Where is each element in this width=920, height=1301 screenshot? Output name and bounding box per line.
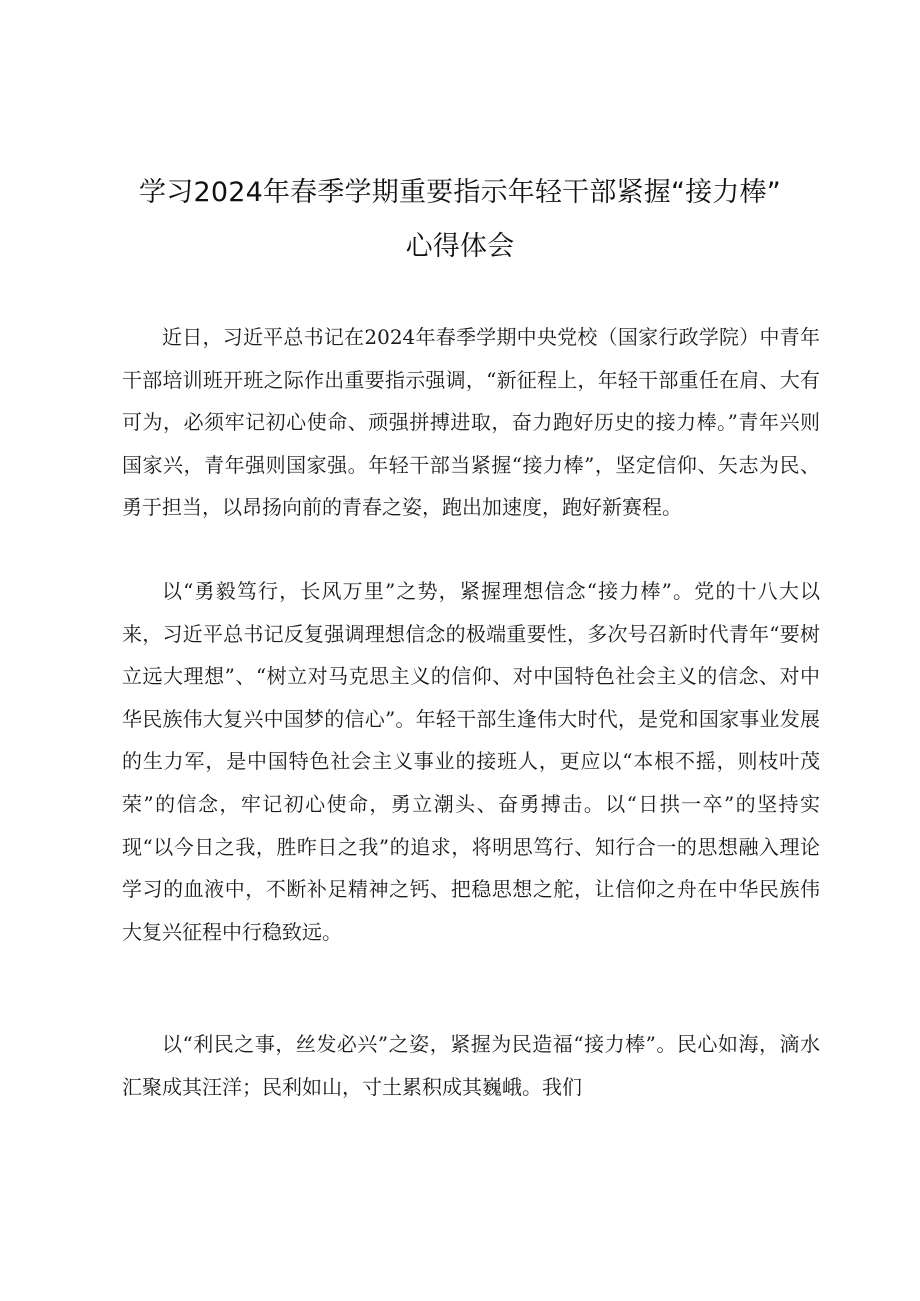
- paragraph-ideals: 以“勇毅笃行，长风万里”之势，紧握理想信念“接力棒”。党的十八大以来，习近平总书记反复强调理想信念的极端重要性，多次号召新时代青年“要树立远大理想”、“树立对马克思主义的信仰、对中国特色社会主义的信念、对中华民族伟大复兴中国梦的信心”。年轻干部生逢伟大时代，是党和国家事业发展的生力军，是中国特色社会主义事业的接班人，更应以“本根不摇，则枝叶茂荣”的信念，牢记初心使命，勇立潮头、奋勇搏击。以“日拱一卒”的坚持实现“以今日之我，胜昨日之我”的追求，将明思笃行、知行合一的思想融入理论学习的血液中，不断补足精神之钙、把稳思想之舵，让信仰之舟在中华民族伟大复兴征程中行稳致远。: [122, 579, 820, 944]
- title-line-1: 学习2024年春季学期重要指示年轻干部紧握“接力棒”: [139, 177, 781, 208]
- paragraph-intro: 近日，习近平总书记在2024年春季学期中央党校（国家行政学院）中青年干部培训班开班之际作出重要指示强调，“新征程上，年轻干部重任在肩、大有可为，必须牢记初心使命、顽强拼搏进取，奋力跑好历史的接力棒。”青年兴则国家兴，青年强则国家强。年轻干部当紧握“接力棒”，坚定信仰、矢志为民、勇于担当，以昂扬向前的青春之姿，跑出加速度，跑好新赛程。: [122, 325, 820, 520]
- document-title: [90, 166, 830, 274]
- title-line-2: 心得体会: [405, 231, 515, 262]
- paragraph-people: 以“利民之事，丝发必兴”之姿，紧握为民造福“接力棒”。民心如海，滴水汇聚成其汪洋；民利如山，寸土累积成其巍峨。我们: [122, 1032, 820, 1099]
